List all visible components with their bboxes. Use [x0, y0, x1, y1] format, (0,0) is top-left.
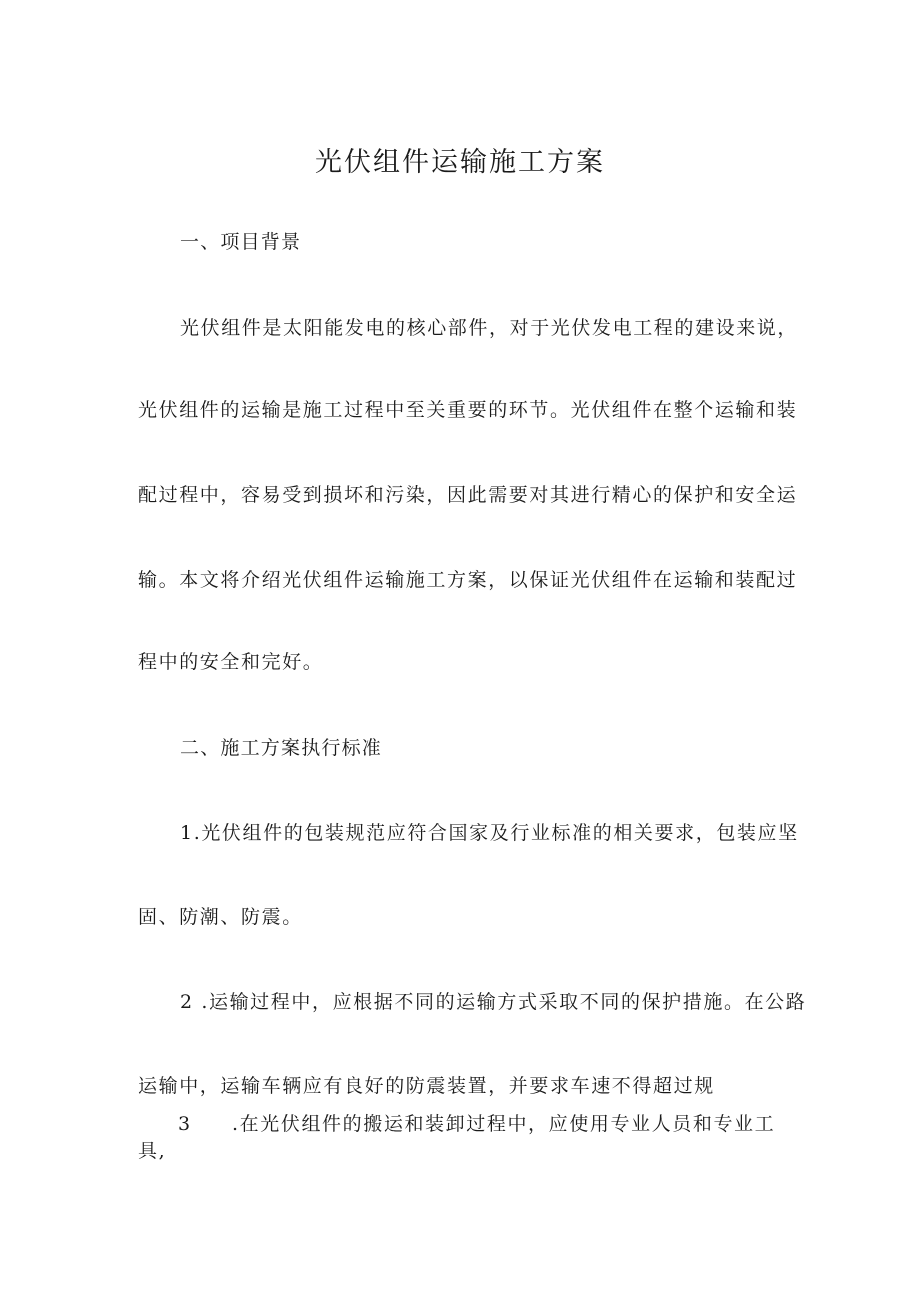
paragraph-line: 光伏组件是太阳能发电的核心部件，对于光伏发电工程的建设来说，: [180, 317, 799, 339]
section-heading-background: 一、项目背景: [180, 231, 302, 253]
paragraph-line: 配过程中，容易受到损坏和污染，因此需要对其进行精心的保护和安全运: [138, 484, 798, 506]
list-item-line: 具,: [138, 1140, 167, 1162]
list-item-line: 2 .运输过程中，应根据不同的运输方式采取不同的保护措施。在公路: [180, 991, 807, 1013]
list-item-number: 3: [178, 1113, 191, 1135]
section-heading-standards: 二、施工方案执行标准: [180, 737, 383, 759]
list-item-line: 1.光伏组件的包装规范应符合国家及行业标准的相关要求，包装应坚: [180, 822, 799, 844]
document-title: 光伏组件运输施工方案: [315, 147, 605, 178]
list-item-line: 运输中，运输车辆应有良好的防震装置，并要求车速不得超过规: [138, 1075, 715, 1097]
paragraph-line: 光伏组件的运输是施工过程中至关重要的环节。光伏组件在整个运输和装: [138, 399, 798, 421]
paragraph-line: 程中的安全和完好。: [138, 651, 324, 673]
list-item-line: 固、防潮、防震。: [138, 906, 303, 928]
list-item-line: .在光伏组件的搬运和装卸过程中，应使用专业人员和专业工: [232, 1113, 776, 1135]
paragraph-line: 输。本文将介绍光伏组件运输施工方案，以保证光伏组件在运输和装配过: [138, 569, 798, 591]
